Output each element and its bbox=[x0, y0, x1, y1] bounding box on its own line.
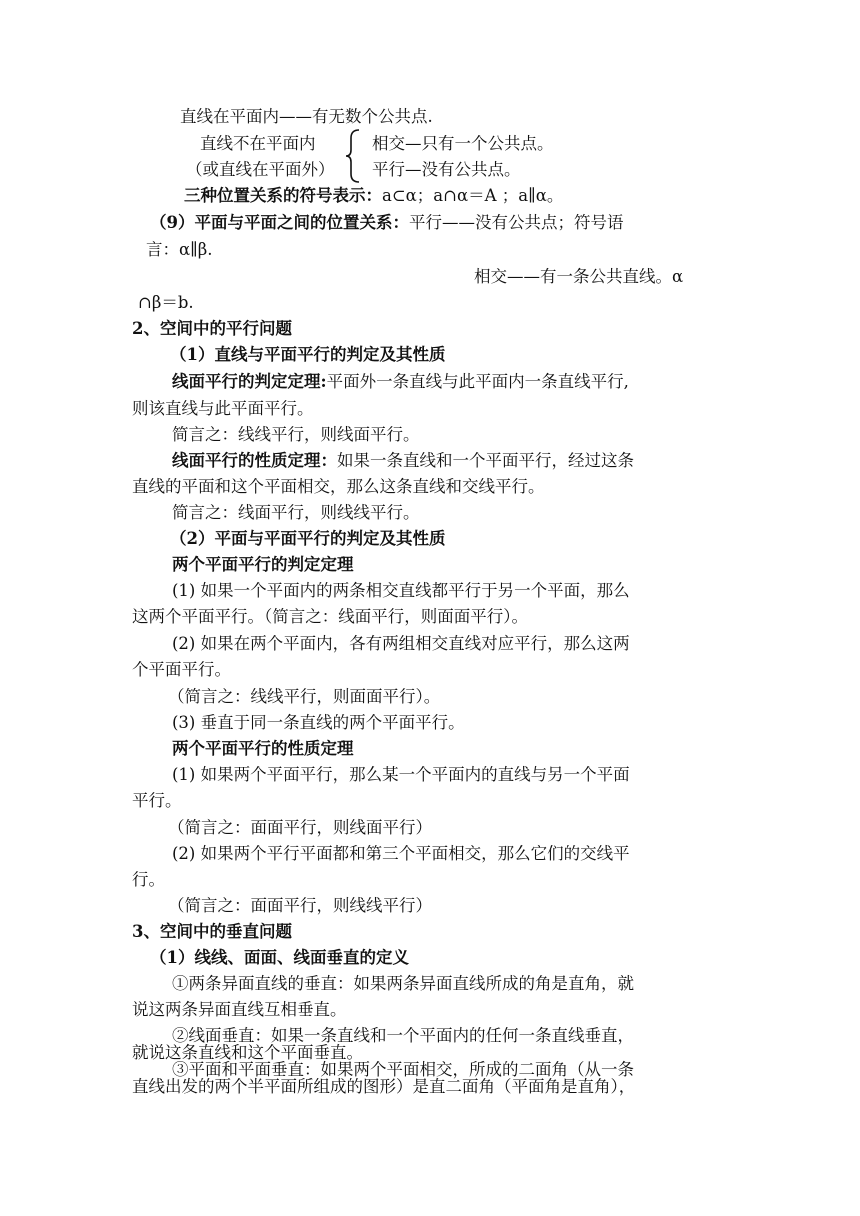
definition-2: ②线面垂直：如果一条直线和一个平面内的任何一条直线垂直， bbox=[172, 1026, 634, 1045]
definition-3: ③平面和平面垂直：如果两个平面相交，所成的二面角（从一条 bbox=[172, 1060, 634, 1079]
property-theorem-title: 两个平面平行的性质定理 bbox=[172, 739, 354, 758]
definition-1-continuation: 说这两条异面直线互相垂直。 bbox=[132, 1000, 347, 1019]
definition-3-continuation: 直线出发的两个半平面所组成的图形）是直二面角（平面角是直角）， bbox=[132, 1077, 636, 1096]
judgement-theorem-title: 两个平面平行的判定定理 bbox=[172, 555, 354, 574]
judgement-1-continuation: 这两个平面平行。（简言之：线面平行，则面面平行）。 bbox=[132, 607, 528, 626]
property-2: (2) 如果两个平行平面都和第三个平面相交，那么它们的交线平 bbox=[172, 844, 630, 863]
p2-continuation: 直线的平面和这个平面相交，那么这条直线和交线平行。 bbox=[132, 477, 545, 496]
judgement-2-continuation: 个平面平行。 bbox=[132, 660, 231, 679]
item9-line bbox=[150, 212, 623, 234]
curly-brace-icon bbox=[345, 128, 367, 184]
p1-label: 线面平行的判定定理: bbox=[172, 372, 327, 391]
judgement-3: (3) 垂直于同一条直线的两个平面平行。 bbox=[172, 713, 465, 732]
property-2-short: （简言之：面面平行，则线线平行） bbox=[168, 896, 432, 915]
property-2-continuation: 行。 bbox=[132, 870, 165, 889]
not-in-plane-b: （或直线在平面外） bbox=[186, 160, 335, 179]
p2-text: 如果一条直线和一个平面平行，经过这条 bbox=[337, 451, 634, 470]
section-2-heading: 2、空间中的平行问题 bbox=[132, 319, 292, 338]
judgement-2: (2) 如果在两个平面内，各有两组相交直线对应平行，那么这两 bbox=[172, 634, 630, 653]
item9-continuation: 言：α∥β. bbox=[146, 240, 213, 259]
section-3-sub1: （1）线线、面面、线面垂直的定义 bbox=[150, 948, 409, 967]
p1-continuation: 则该直线与此平面平行。 bbox=[132, 399, 314, 418]
parallel-relation: 平行—没有公共点。 bbox=[372, 160, 521, 179]
item9-label: （9）平面与平面之间的位置关系： bbox=[150, 213, 409, 232]
section-3-heading: 3、空间中的垂直问题 bbox=[132, 922, 292, 941]
p1-line bbox=[172, 371, 629, 393]
p1-text: 平面外一条直线与此平面内一条直线平行, bbox=[326, 372, 629, 391]
property-1: (1) 如果两个平面平行，那么某一个平面内的直线与另一个平面 bbox=[172, 765, 630, 784]
item9-intersect-continuation: ∩β＝b. bbox=[138, 293, 194, 312]
p2-label: 线面平行的性质定理： bbox=[172, 451, 337, 470]
section-2-sub1: （1）直线与平面平行的判定及其性质 bbox=[170, 345, 446, 364]
symbol-line bbox=[184, 185, 563, 207]
p2-line bbox=[172, 450, 634, 472]
item9-intersect: 相交——有一条公共直线。α bbox=[474, 267, 684, 286]
not-in-plane-a: 直线不在平面内 bbox=[200, 134, 316, 153]
judgement-2-short: （简言之：线线平行，则面面平行）。 bbox=[168, 687, 441, 706]
judgement-1: (1) 如果一个平面内的两条相交直线都平行于另一个平面，那么 bbox=[172, 581, 630, 600]
section-2-sub2: （2）平面与平面平行的判定及其性质 bbox=[170, 529, 446, 548]
intersect-relation: 相交—只有一个公共点。 bbox=[372, 134, 554, 153]
line-in-plane: 直线在平面内——有无数个公共点. bbox=[180, 107, 433, 126]
symbol-expression: a⊂α；a∩α＝A ；a∥α。 bbox=[382, 186, 564, 205]
p1-short: 简言之：线线平行，则线面平行。 bbox=[172, 425, 420, 444]
property-1-continuation: 平行。 bbox=[132, 791, 182, 810]
item9-text: 平行——没有公共点；符号语 bbox=[408, 213, 624, 232]
definition-1: ①两条异面直线的垂直：如果两条异面直线所成的角是直角，就 bbox=[172, 974, 634, 993]
definition-2-continuation: 就说这条直线和这个平面垂直。 bbox=[132, 1043, 363, 1062]
symbol-label: 三种位置关系的符号表示： bbox=[184, 186, 382, 205]
p2-short: 简言之：线面平行，则线线平行。 bbox=[172, 503, 420, 522]
property-1-short: （简言之：面面平行，则线面平行） bbox=[168, 818, 432, 837]
